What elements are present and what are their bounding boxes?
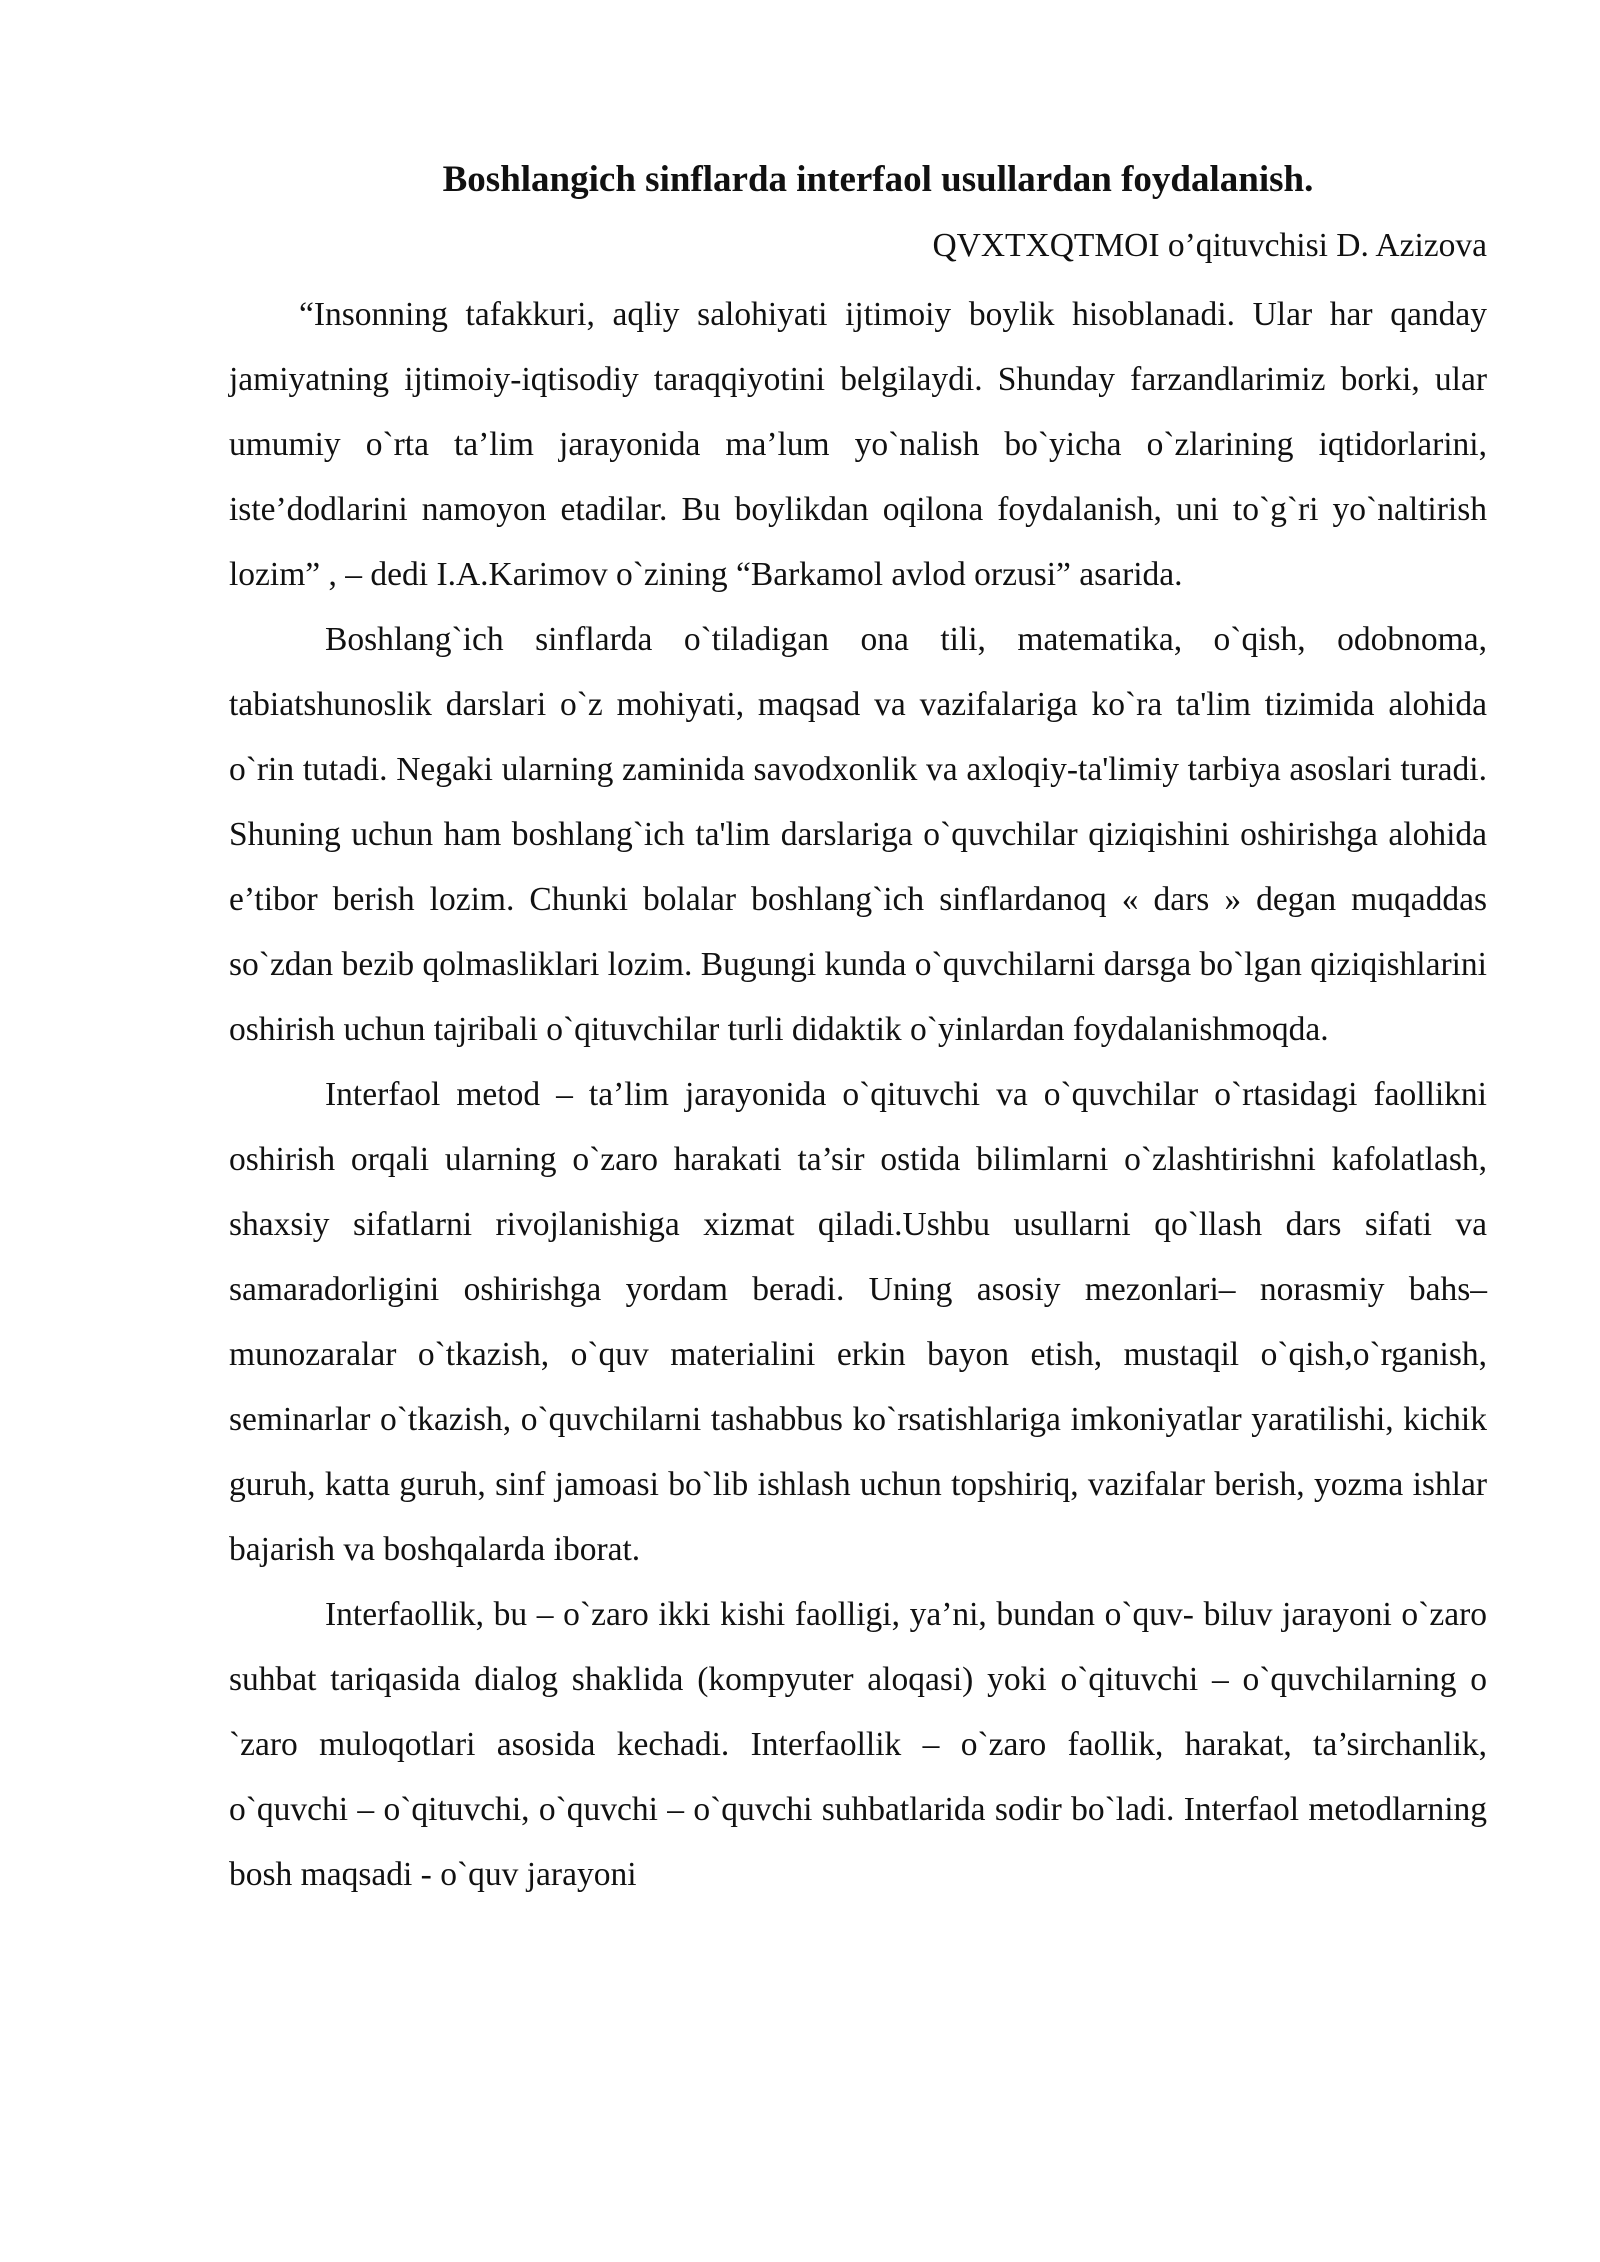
document-page [229,150,1487,1907]
paragraph-3: Interfaol metod – ta’lim jarayonida o`qituvchi va o`quvchilar o`rtasidagi faollikni oshirish orqali ularning o`zaro harakati ta’sir ostida bilimlarni o`zlashtirishni kafolatlash, shaxsiy sifatlarni rivojlanishiga xizmat qiladi.Ushbu usullarni qo`llash dars sifati va samaradorligini oshirishga yordam beradi. Uning asosiy mezonlari– norasmiy bahs– munozaralar o`tkazish, o`quv materialini erkin bayon etish, mustaqil o`qish,o`rganish, seminarlar o`tkazish, o`quvchilarni tashabbus ko`rsatishlariga imkoniyatlar yaratilishi, kichik guruh, katta guruh, sinf jamoasi bo`lib ishlash uchun topshiriq, vazifalar berish, yozma ishlar bajarish va boshqalarda iborat. [229,1076,1487,1568]
paragraph-2: Boshlang`ich sinflarda o`tiladigan ona tili, matematika, o`qish, odobnoma, tabiatshunoslik darslari o`z mohiyati, maqsad va vazifalariga ko`ra ta'lim tizimida alohida o`rin tutadi. Negaki ularning zaminida savodxonlik va axloqiy-ta'limiy tarbiya asoslari turadi. Shuning uchun ham boshlang`ich ta'lim darslariga o`quvchilar qiziqishini oshirishga alohida e’tibor berish lozim. Chunki bolalar boshlang`ich sinflardanoq « dars » degan muqaddas so`zdan bezib qolmasliklari lozim. Bugungi kunda o`quvchilarni darsga bo`lgan qiziqishlarini oshirish uchun tajribali o`qituvchilar turli didaktik o`yinlardan foydalanishmoqda. [229,621,1487,1048]
paragraph-4: Interfaollik, bu – o`zaro ikki kishi faolligi, ya’ni, bundan o`quv- biluv jarayoni o`zaro suhbat tariqasida dialog shaklida (kompyuter aloqasi) yoki o`qituvchi – o`quvchilarning o `zaro muloqotlari asosida kechadi. Interfaollik – o`zaro faollik, harakat, ta’sirchanlik, o`quvchi – o`qituvchi, o`quvchi – o`quvchi suhbatlarida sodir bo`ladi. Interfaol metodlarning bosh maqsadi - o`quv jarayoni [229,1596,1487,1893]
author-line: QVXTXQTMOI o’qituvchisi D. Azizova [932,227,1487,264]
paragraph-1: “Insonning tafakkuri, aqliy salohiyati ijtimoiy boylik hisoblanadi. Ular har qanday jamiyatning ijtimoiy-iqtisodiy taraqqiyotini belgilaydi. Shunday farzandlarimiz borki, ular umumiy o`rta ta’lim jarayonida ma’lum yo`nalish bo`yicha o`zlarining iqtidorlarini, iste’dodlarini namoyon etadilar. Bu boylikdan oqilona foydalanish, uni to`g`ri yo`naltirish lozim” , – dedi I.A.Karimov o`zining “Barkamol avlod orzusi” asarida. [229,296,1487,593]
document-title: Boshlangich sinflarda interfaol usullardan foydalanish. [442,159,1314,200]
